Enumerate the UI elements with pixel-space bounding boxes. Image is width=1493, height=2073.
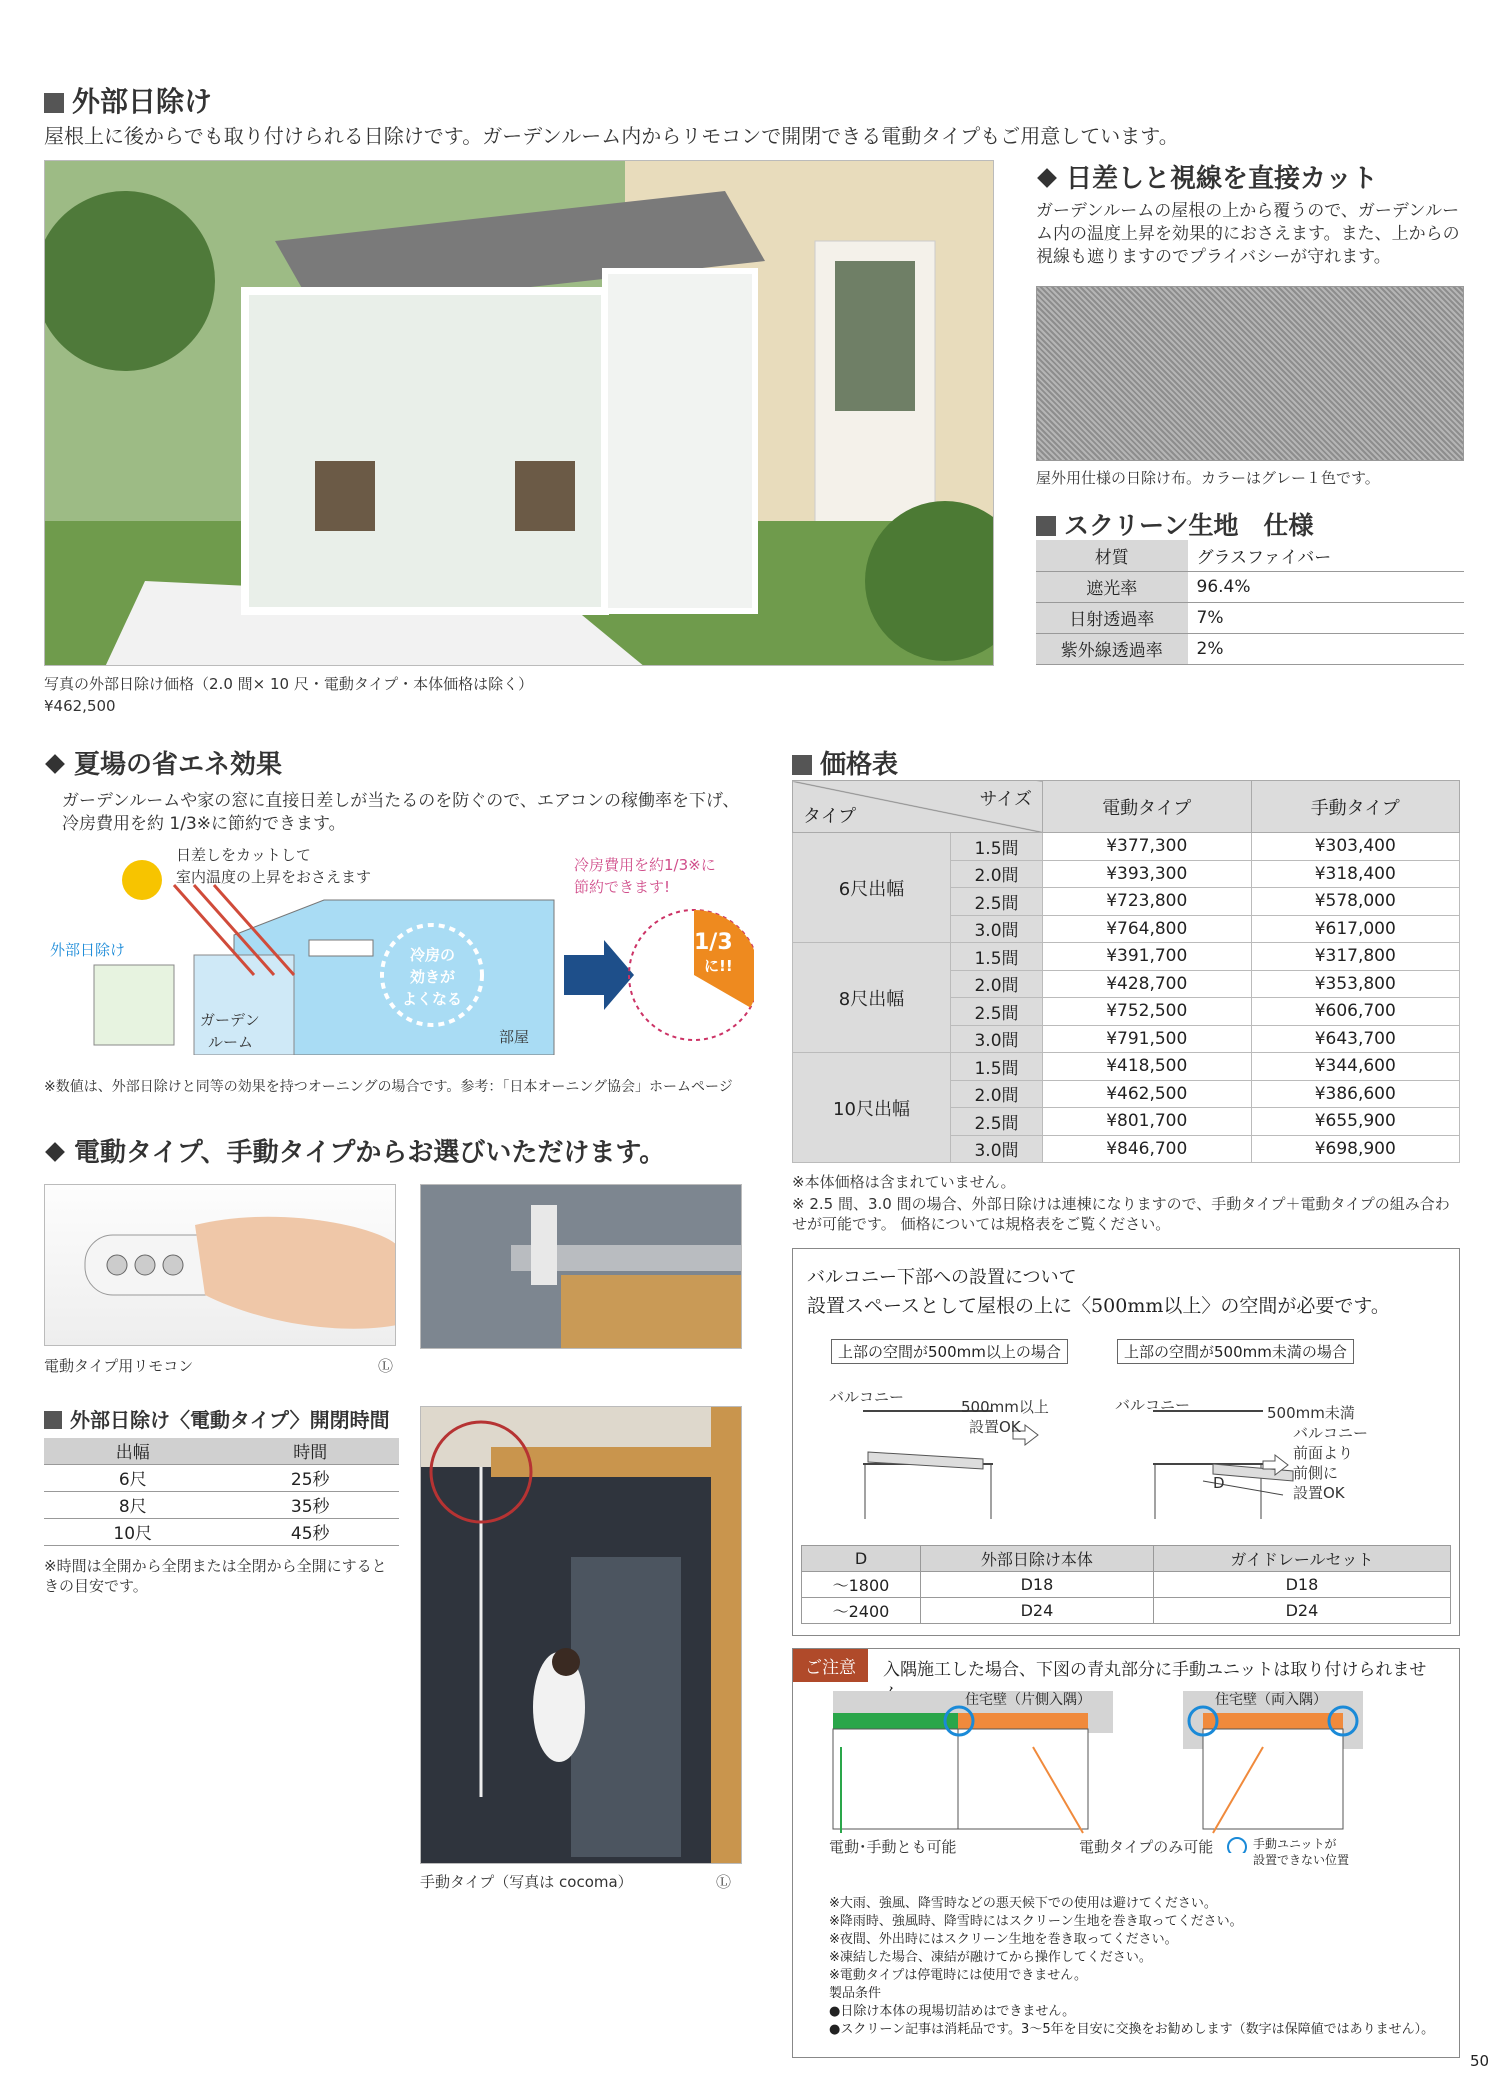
spec-value: 7% <box>1188 602 1464 633</box>
size-cell: 3.0間 <box>951 1025 1043 1053</box>
fabric-caption: 屋外用仕様の日除け布。カラーはグレー１色です。 <box>1036 469 1380 487</box>
corner-type-label: タイプ <box>803 806 857 827</box>
group-label: 6尺出幅 <box>793 833 951 943</box>
square-bullet-icon <box>792 755 812 775</box>
table-cell: D18 <box>920 1572 1153 1598</box>
hero-price: ¥462,500 <box>44 697 116 715</box>
garden-room-label: ガーデン <box>200 1011 260 1029</box>
cool-label: 効きが <box>410 968 456 986</box>
fraction-label: 1/3 <box>694 930 733 955</box>
table-row <box>793 1053 1460 1081</box>
spec-heading <box>1036 506 1314 542</box>
case-b-note: 設置OK <box>1293 1484 1345 1502</box>
remote-illustration <box>45 1185 396 1346</box>
size-cell: 2.0間 <box>951 1080 1043 1108</box>
condition-item: ●日除け本体の現場切詰めはできません。 <box>829 2004 1076 2019</box>
column-header: 時間 <box>222 1438 400 1464</box>
column-header: ガイドレールセット <box>1153 1546 1450 1572</box>
table-row <box>1036 571 1464 602</box>
price-cell: ¥428,700 <box>1043 970 1252 998</box>
table-cell: D24 <box>1153 1598 1450 1624</box>
manual-detail-photo <box>420 1184 742 1349</box>
energy-note: ※数値は、外部日除けと同等の効果を持つオーニングの場合です。参考：「日本オーニング協会」ホームページ <box>44 1079 733 1095</box>
spec-value: グラスファイバー <box>1188 540 1464 571</box>
energy-text: ガーデンルームや家の窓に直接日差しが当たるのを防ぐので、エアコンの稼働率を下げ、冷房費用を約 1/3※に節約できます。 <box>62 791 740 834</box>
l-mark: Ⓛ <box>716 1873 732 1891</box>
price-cell: ¥578,000 <box>1251 888 1460 916</box>
size-cell: 3.0間 <box>951 915 1043 943</box>
table-cell: 8尺 <box>44 1491 222 1518</box>
price-cell: ¥418,500 <box>1043 1053 1252 1081</box>
table-cell: D18 <box>1153 1572 1450 1598</box>
table-row <box>793 833 1460 861</box>
spec-value: 96.4% <box>1188 571 1464 602</box>
table-row <box>1036 633 1464 664</box>
table-cell: 10尺 <box>44 1518 222 1545</box>
price-cell: ¥344,600 <box>1251 1053 1460 1081</box>
caution-note: ※電動タイプは停電時には使用できません。 <box>829 1968 1088 1983</box>
price-cell: ¥764,800 <box>1043 915 1252 943</box>
legend-label: 設置できない位置 <box>1253 1853 1350 1867</box>
spec-table <box>1036 540 1464 665</box>
conditions-title: 製品条件 <box>829 1986 882 2001</box>
table-cell: D24 <box>920 1598 1153 1624</box>
price-cell: ¥353,800 <box>1251 970 1460 998</box>
saving-label: 節約できます! <box>574 878 671 896</box>
column-header: 出幅 <box>44 1438 222 1464</box>
case-b-note: 500mm未満 <box>1267 1404 1355 1422</box>
price-cell: ¥317,800 <box>1251 943 1460 971</box>
square-bullet-icon <box>44 1411 62 1429</box>
table-header-row <box>793 781 1460 833</box>
table-row <box>44 1464 399 1491</box>
open-close-heading <box>44 1404 390 1433</box>
size-cell: 2.5間 <box>951 1108 1043 1136</box>
column-header: 外部日除け本体 <box>920 1546 1153 1572</box>
balcony-box <box>792 1248 1460 1636</box>
price-cell: ¥791,500 <box>1043 1025 1252 1053</box>
shade-label: 外部日除け <box>50 941 126 959</box>
corner-header <box>793 781 1043 833</box>
price-cell: ¥698,900 <box>1251 1135 1460 1163</box>
l-mark: Ⓛ <box>378 1357 394 1375</box>
page-number: 50 <box>1470 2052 1490 2070</box>
garden-room-label: ルーム <box>208 1033 254 1051</box>
table-row <box>1036 540 1464 571</box>
table-row <box>802 1598 1451 1624</box>
room-label: 部屋 <box>499 1028 530 1046</box>
price-cell: ¥617,000 <box>1251 915 1460 943</box>
wall-both-label: 住宅壁（両入隅） <box>1215 1692 1327 1708</box>
price-cell: ¥606,700 <box>1251 998 1460 1026</box>
depth-table <box>801 1545 1451 1624</box>
fabric-swatch <box>1036 286 1464 461</box>
case-b-tag: 上部の空間が500mm未満の場合 <box>1117 1339 1354 1364</box>
table-cell: 6尺 <box>44 1464 222 1491</box>
table-cell: 35秒 <box>222 1491 400 1518</box>
hero-photo <box>44 160 994 666</box>
size-cell: 1.5間 <box>951 1053 1043 1081</box>
corner-diagram <box>793 1683 1461 1853</box>
spec-title: スクリーン生地 仕様 <box>1064 511 1314 540</box>
remote-photo <box>44 1184 396 1346</box>
size-cell: 2.0間 <box>951 970 1043 998</box>
case-b-note: 前面より <box>1293 1444 1354 1462</box>
choice-title: 電動タイプ、手動タイプからお選びいただけます。 <box>74 1138 666 1168</box>
price-title: 価格表 <box>820 750 899 780</box>
fraction-label: に!! <box>704 957 733 975</box>
cut-title: 日差しと視線を直接カット <box>1066 164 1378 194</box>
d-label: D <box>1213 1474 1225 1492</box>
square-bullet-icon <box>1036 516 1056 536</box>
table-cell: ～1800 <box>802 1572 921 1598</box>
column-header: 手動タイプ <box>1251 781 1460 833</box>
caution-box <box>792 1648 1460 2058</box>
choice-heading <box>44 1132 665 1169</box>
case-a-note: 設置OK <box>969 1418 1021 1436</box>
size-cell: 2.5間 <box>951 998 1043 1026</box>
caution-note: ※夜間、外出時にはスクリーン生地を巻き取ってください。 <box>829 1932 1178 1947</box>
price-cell: ¥386,600 <box>1251 1080 1460 1108</box>
caution-note: ※凍結した場合、凍結が融けてから操作してください。 <box>829 1950 1152 1965</box>
price-cell: ¥801,700 <box>1043 1108 1252 1136</box>
condition-item: ●スクリーン記事は消耗品です。3～5年を目安に交換をお勧めします（数字は保障値ではありません）。 <box>829 2022 1435 2037</box>
energy-diagram <box>44 845 754 1055</box>
manual-caption: 手動タイプ（写真は cocoma） <box>420 1873 633 1891</box>
energy-title: 夏場の省エネ効果 <box>74 750 283 780</box>
size-cell: 2.0間 <box>951 860 1043 888</box>
wall-one-label: 住宅壁（片側入隅） <box>965 1692 1091 1708</box>
table-header-row <box>802 1546 1451 1572</box>
price-cell: ¥462,500 <box>1043 1080 1252 1108</box>
open-close-title: 外部日除け〈電動タイプ〉開閉時間 <box>70 1408 390 1432</box>
manual-operation-illustration <box>421 1407 742 1864</box>
diamond-bullet-icon <box>45 1142 65 1162</box>
price-cell: ¥377,300 <box>1043 833 1252 861</box>
price-cell: ¥391,700 <box>1043 943 1252 971</box>
electric-only-label: 電動タイプのみ可能 <box>1079 1838 1214 1856</box>
page-subtitle: 屋根上に後からでも取り付けられる日除けです。ガーデンルーム内からリモコンで開閉できる電動タイプもご用意しています。 <box>44 124 1179 148</box>
spec-key: 遮光率 <box>1036 571 1188 602</box>
price-heading <box>792 744 898 781</box>
table-cell: 45秒 <box>222 1518 400 1545</box>
manual-photo <box>420 1406 742 1864</box>
balcony-title: バルコニー下部への設置について <box>807 1267 1077 1288</box>
caution-badge: ご注意 <box>793 1649 868 1682</box>
column-header: D <box>802 1546 921 1572</box>
manual-detail-illustration <box>421 1185 742 1349</box>
table-header-row <box>44 1438 399 1464</box>
table-cell: ～2400 <box>802 1598 921 1624</box>
balcony-subtitle: 設置スペースとして屋根の上に〈500mm以上〉の空間が必要です。 <box>807 1295 1390 1317</box>
page-title <box>44 80 212 120</box>
table-row <box>44 1518 399 1545</box>
energy-heading <box>44 744 282 781</box>
table-row <box>1036 602 1464 633</box>
diamond-bullet-icon <box>45 754 65 774</box>
price-cell: ¥303,400 <box>1251 833 1460 861</box>
size-cell: 2.5間 <box>951 888 1043 916</box>
both-possible-label: 電動･手動とも可能 <box>829 1838 957 1856</box>
group-label: 8尺出幅 <box>793 943 951 1053</box>
cut-heading <box>1036 158 1378 195</box>
table-row <box>44 1491 399 1518</box>
sun-label: 室内温度の上昇をおさえます <box>176 868 372 886</box>
case-b-note: バルコニー <box>1293 1424 1369 1442</box>
spec-value: 2% <box>1188 633 1464 664</box>
table-row <box>793 943 1460 971</box>
page-title-text: 外部日除け <box>72 85 213 118</box>
price-cell: ¥846,700 <box>1043 1135 1252 1163</box>
hero-caption: 写真の外部日除け価格（2.0 間× 10 尺・電動タイプ・本体価格は除く） <box>44 675 534 693</box>
spec-key: 紫外線透過率 <box>1036 633 1188 664</box>
price-table <box>792 780 1460 1163</box>
caution-note: ※大雨、強風、降雪時などの悪天候下での使用は避けてください。 <box>829 1896 1217 1911</box>
price-cell: ¥393,300 <box>1043 860 1252 888</box>
corner-size-label: サイズ <box>979 789 1032 810</box>
garden-room-illustration <box>45 161 994 666</box>
spec-key: 日射透過率 <box>1036 602 1188 633</box>
cut-text: ガーデンルームの屋根の上から覆うので、ガーデンルーム内の温度上昇を効果的におさえます。また、上からの視線も遮りますのでプライバシーが守れます。 <box>1036 201 1460 267</box>
cool-label: よくなる <box>402 990 463 1008</box>
size-cell: 1.5間 <box>951 943 1043 971</box>
table-row <box>802 1572 1451 1598</box>
size-cell: 1.5間 <box>951 833 1043 861</box>
price-note-2: ※ 2.5 間、3.0 間の場合、外部日除けは連棟になりますので、手動タイプ＋電動タイプの組み合わせが可能です。 価格については規格表をご覧ください。 <box>792 1195 1450 1233</box>
price-note-1: ※本体価格は含まれていません。 <box>792 1173 1016 1191</box>
balcony-label: バルコニー <box>829 1388 905 1406</box>
case-a-tag: 上部の空間が500mm以上の場合 <box>831 1339 1068 1364</box>
price-cell: ¥723,800 <box>1043 888 1252 916</box>
open-close-table <box>44 1438 399 1546</box>
diamond-bullet-icon <box>1037 168 1057 188</box>
balcony-label: バルコニー <box>1115 1396 1191 1414</box>
caution-note: ※降雨時、強風時、降雪時にはスクリーン生地を巻き取ってください。 <box>829 1914 1243 1929</box>
sun-label: 日差しをカットして <box>176 846 311 864</box>
price-cell: ¥643,700 <box>1251 1025 1460 1053</box>
price-cell: ¥318,400 <box>1251 860 1460 888</box>
open-close-note: ※時間は全開から全閉または全閉から全開にするときの目安です。 <box>44 1557 387 1595</box>
remote-caption: 電動タイプ用リモコン <box>44 1357 194 1375</box>
cool-label: 冷房の <box>410 946 456 964</box>
size-cell: 3.0間 <box>951 1135 1043 1163</box>
table-cell: 25秒 <box>222 1464 400 1491</box>
case-b-note: 前側に <box>1293 1464 1339 1482</box>
saving-label: 冷房費用を約1/3※に <box>574 856 716 874</box>
price-cell: ¥655,900 <box>1251 1108 1460 1136</box>
legend-label: 手動ユニットが <box>1253 1837 1337 1851</box>
column-header: 電動タイプ <box>1043 781 1252 833</box>
caution-notes <box>829 1895 1434 2039</box>
square-bullet-icon <box>44 93 64 113</box>
group-label: 10尺出幅 <box>793 1053 951 1163</box>
spec-key: 材質 <box>1036 540 1188 571</box>
caution-title: 入隅施工した場合、下図の青丸部分に手動ユニットは取り付けられませ <box>883 1660 1427 1680</box>
price-cell: ¥752,500 <box>1043 998 1252 1026</box>
case-a-note: 500mm以上 <box>961 1398 1049 1416</box>
